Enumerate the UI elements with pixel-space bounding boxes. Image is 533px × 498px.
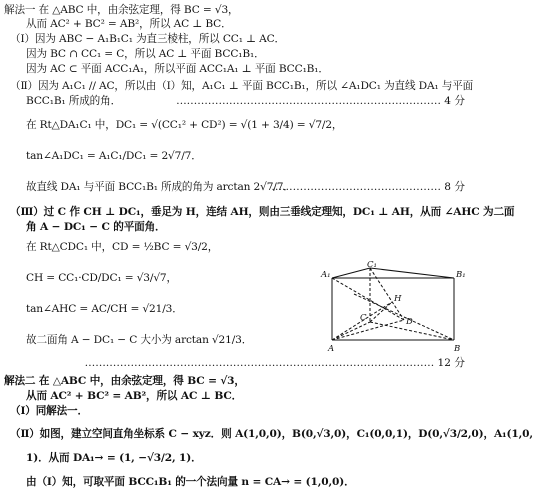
line-diag [354,294,454,340]
line-ch [370,302,392,322]
text-line: 解法二 在 △ABC 中，由余弦定理，得 BC = √3， [4,375,245,387]
text-line: CH = CC₁·CD/DC₁ = √3/√7， [26,272,177,284]
text-line: 因为 BC ∩ CC₁ = C，所以 AC ⊥ 平面 BCC₁B₁． [26,48,265,60]
text-line: 解法一 在 △ABC 中，由余弦定理，得 BC = √3， [4,4,239,16]
text-line: 由（Ⅰ）知，可取平面 BCC₁B₁ 的一个法向量 n = CA→ = (1,0,0)． [26,476,355,488]
text-line: 因为 AC ⊂ 平面 ACC₁A₁，所以平面 ACC₁A₁ ⊥ 平面 BCC₁B₁． [26,63,329,75]
label-d: D [406,317,413,327]
line-ad [332,320,404,340]
text-line: （Ⅲ）过 C 作 CH ⊥ DC₁，垂足为 H，连结 AH，则由三垂线定理知，DC₁ ⊥ AH，从而 ∠AHC 为二面 [10,206,515,218]
label-b1: B₁ [456,270,466,280]
text-line: tan∠AHC = AC/CH = √21/3． [26,303,183,315]
text-line: 故直线 DA₁ 与平面 BCC₁B₁ 所成的角为 arctan 2√7/7． [26,181,294,193]
text-line: 1)．从而 DA₁→ = (1, −√3/2, 1)． [26,452,202,464]
label-c: C [360,313,367,323]
text-line: 在 Rt△CDC₁ 中，CD = ½BC = √3/2， [26,241,219,253]
edge-a1c1 [332,268,370,278]
text-line: 在 Rt△DA₁C₁ 中，DC₁ = √(CC₁² + CD²) = √(1 + 3/4) = √7/2， [26,119,343,131]
label-b: B [454,344,461,354]
edge-ac [332,322,370,340]
text-line: 从而 AC² + BC² = AB²，所以 AC ⊥ BC． [26,390,243,402]
label-a: A [328,344,335,354]
text-line: （Ⅰ）因为 ABC − A₁B₁C₁ 为直三棱柱，所以 CC₁ ⊥ AC． [10,33,285,45]
text-line: BCC₁B₁ 所成的角． [26,95,122,107]
edge-c1b1 [370,268,454,278]
score-mark: ………………………………………… 8 分 [271,181,465,193]
score-mark: ……………………………………………………………………………………… 12 分 [84,357,465,369]
text-line: （Ⅱ）因为 A₁C₁ // AC，所以由（Ⅰ）知，A₁C₁ ⊥ 平面 BCC₁B₁，所以 ∠A₁DC₁ 为直线 DA₁ 与平面 [10,80,474,92]
text-line: 从而 AC² + BC² = AB²，所以 AC ⊥ BC． [26,18,232,30]
label-c1: C₁ [367,260,377,270]
text-line: （Ⅰ）同解法一． [10,405,88,417]
text-line: tan∠A₁DC₁ = A₁C₁/DC₁ = 2√7/7． [26,150,202,162]
label-h: H [394,294,402,304]
text-line: 故二面角 A − DC₁ − C 大小为 arctan √21/3． [26,334,253,346]
score-mark: ………………………………………………………………… 4 分 [176,95,465,107]
prism-figure [318,260,466,354]
text-line: （Ⅱ）如图，建立空间直角坐标系 C − xyz．则 A(1,0,0)，B(0,√3,0)，C₁(0,0,1)，D(0,√3/2,0)，A₁(1,0, [10,428,533,440]
label-a1: A₁ [321,270,331,280]
text-line: 角 A − DC₁ − C 的平面角． [26,221,166,233]
